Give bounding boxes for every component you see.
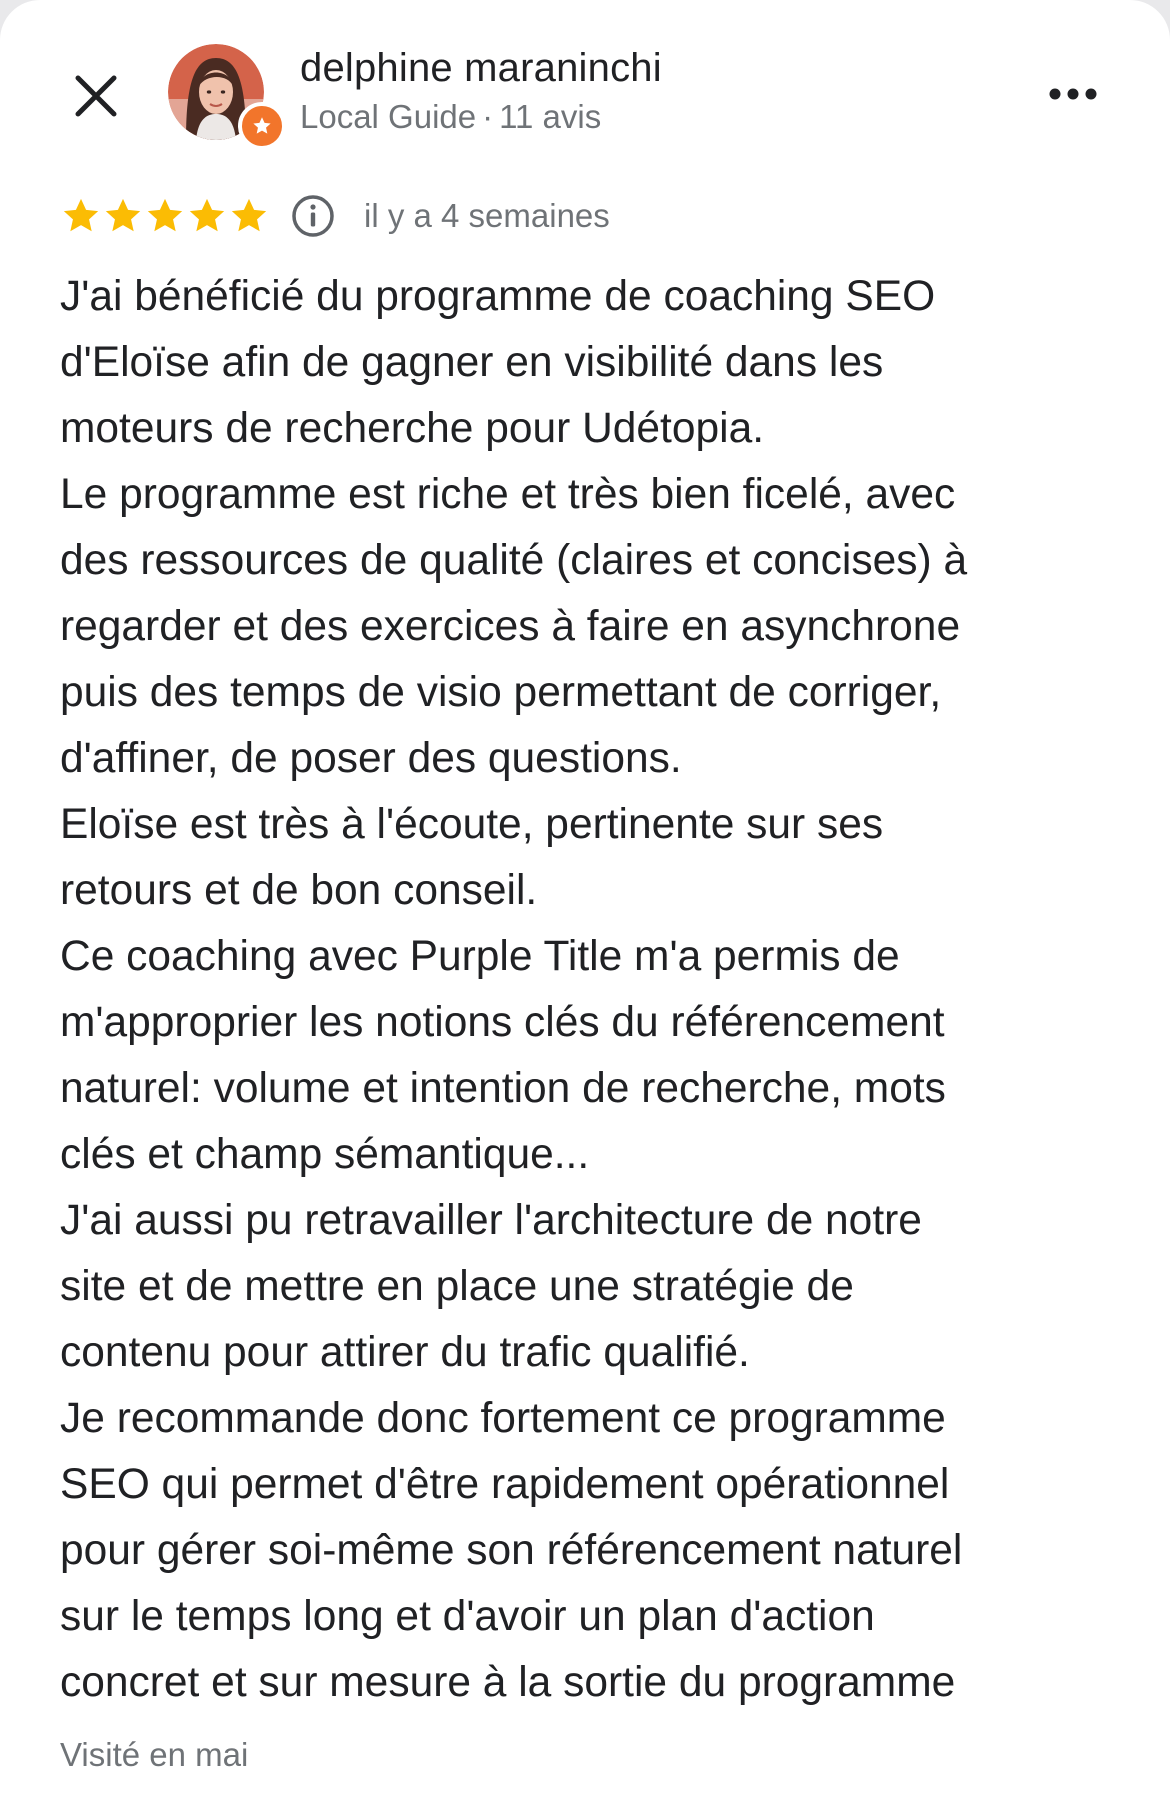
star-icon (228, 195, 270, 237)
close-button[interactable] (62, 62, 130, 130)
rating-row (60, 190, 610, 242)
review-text-line: SEO qui permet d'être rapidement opérationnel (60, 1461, 950, 1508)
review-text-line: moteurs de recherche pour Udétopia. (60, 405, 765, 452)
review-text-line: site et de mettre en place une stratégie de (60, 1263, 854, 1310)
info-button[interactable] (290, 193, 336, 239)
review-text-line: d'Eloïse afin de gagner en visibilité dans les (60, 339, 884, 386)
star-rating (60, 195, 270, 237)
review-text-line: retours et de bon conseil. (60, 867, 538, 914)
more-options-icon (1048, 87, 1098, 101)
info-icon (291, 194, 335, 238)
review-text-line: puis des temps de visio permettant de corriger, (60, 669, 942, 716)
review-text-line: clés et champ sémantique... (60, 1131, 590, 1178)
local-guide-label: Local Guide (300, 98, 477, 135)
review-text-line: m'approprier les notions clés du référencement (60, 999, 945, 1046)
reviewer-meta (300, 98, 601, 136)
review-text-line: des ressources de qualité (claires et concises) à (60, 537, 968, 584)
reviewer-name[interactable]: delphine maraninchi (300, 46, 662, 90)
visit-note: Visité en mai (60, 1736, 249, 1773)
review-date: il y a 4 semaines (364, 197, 610, 234)
review-text-line: J'ai bénéficié du programme de coaching SEO (60, 273, 936, 320)
star-icon (186, 195, 228, 237)
close-icon (74, 74, 118, 118)
review-text-line: J'ai aussi pu retravailler l'architecture de notre (60, 1197, 922, 1244)
star-icon (60, 195, 102, 237)
review-text-line: naturel: volume et intention de recherche, mots (60, 1065, 946, 1112)
star-icon (144, 195, 186, 237)
avatar[interactable] (168, 44, 264, 140)
star-icon (102, 195, 144, 237)
meta-separator: · (482, 98, 494, 135)
review-text-line: pour gérer soi-même son référencement naturel (60, 1527, 963, 1574)
more-options-button[interactable] (1038, 74, 1108, 114)
review-text-line: Je recommande donc fortement ce programme (60, 1395, 946, 1442)
review-text-line: sur le temps long et d'avoir un plan d'action (60, 1593, 875, 1640)
review-body (60, 264, 1120, 1716)
local-guide-badge (238, 102, 286, 150)
review-text-line: contenu pour attirer du trafic qualifié. (60, 1329, 750, 1376)
review-text-line: Le programme est riche et très bien ficelé, avec (60, 471, 956, 518)
review-text-line: regarder et des exercices à faire en asynchrone (60, 603, 961, 650)
local-guide-star-icon (251, 115, 273, 137)
review-text-line: concret et sur mesure à la sortie du programme (60, 1659, 956, 1706)
review-text-line: Ce coaching avec Purple Title m'a permis de (60, 933, 900, 980)
review-text-line: Eloïse est très à l'écoute, pertinente sur ses (60, 801, 884, 848)
review-text-line: d'affiner, de poser des questions. (60, 735, 682, 782)
review-count: 11 avis (499, 98, 602, 135)
